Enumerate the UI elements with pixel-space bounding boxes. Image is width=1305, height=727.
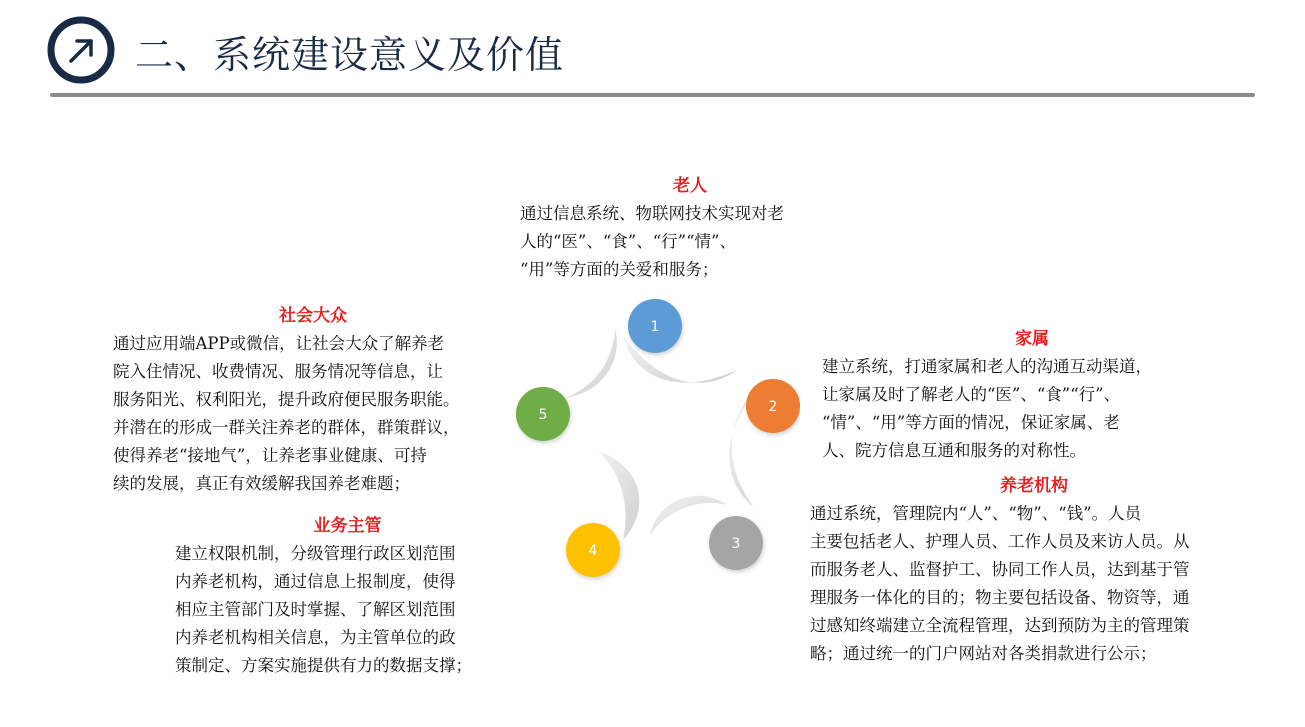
section-public-line: 续的发展，真正有效缓解我国养老难题； (113, 474, 410, 493)
cycle-diagram (505, 288, 800, 583)
section-gov-line: 建立权限机制，分级管理行政区划范围 (175, 544, 456, 563)
section-gov-heading: 业务主管 (313, 516, 382, 536)
section-public-line: 使得养老“接地气”，让养老事业健康、可持 (113, 446, 427, 465)
section-org-line: 主要包括老人、护理人员、工作人员及来访人员。从 (810, 532, 1190, 551)
section-public (113, 302, 513, 498)
section-gov-line: 策制定、方案实施提供有力的数据支撑； (175, 656, 472, 675)
section-gov-line: 相应主管部门及时掌握、了解区划范围 (175, 600, 456, 619)
cycle-arrow (565, 328, 617, 398)
section-public-line: 服务阳光、权利阳光，提升政府便民服务职能。 (113, 390, 460, 409)
section-family-heading: 家属 (1015, 329, 1049, 349)
section-gov (175, 512, 520, 680)
section-family-line: 人、院方信息互通和服务的对称性。 (822, 441, 1086, 460)
section-family (822, 325, 1242, 465)
section-org-line: 而服务老人、监督护工、协同工作人员，达到基于管 (810, 560, 1190, 579)
section-elder-line: “用”等方面的关爱和服务； (520, 260, 719, 279)
section-org-line: 略；通过统一的门户网站对各类捐款进行公示； (810, 644, 1157, 663)
section-elder-line: 通过信息系统、物联网技术实现对老 (520, 204, 784, 223)
section-elder-heading: 老人 (673, 176, 707, 196)
section-org-line: 过感知终端建立全流程管理，达到预防为主的管理策 (810, 616, 1190, 635)
section-public-line: 院入住情况、收费情况、服务情况等信息，让 (113, 362, 443, 381)
section-elder (520, 172, 860, 284)
section-org-line: 通过系统，管理院内“人”、“物”、“钱”。人员 (810, 504, 1142, 523)
section-org-heading: 养老机构 (1000, 476, 1068, 496)
section-org-line: 理服务一体化的目的；物主要包括设备、物资等，通 (810, 588, 1190, 607)
section-family-line: “情”、“用”等方面的情况，保证家属、老 (822, 413, 1120, 432)
section-org (810, 472, 1258, 668)
page-title: 二、系统建设意义及价值 (135, 33, 565, 77)
cycle-node-label: 1 (650, 319, 660, 335)
section-gov-line: 内养老机构，通过信息上报制度，使得 (175, 572, 456, 591)
section-public-line: 通过应用端APP或微信，让社会大众了解养老 (113, 334, 445, 353)
section-family-line: 让家属及时了解老人的“医”、“食”“行”、 (822, 385, 1121, 404)
cycle-node-label: 4 (588, 543, 598, 559)
section-gov-line: 内养老机构相关信息，为主管单位的政 (175, 628, 456, 647)
cycle-node-label: 3 (731, 536, 741, 552)
cycle-node-label: 5 (538, 407, 548, 423)
section-elder-line: 人的“医”、“食”、“行”“情”、 (520, 232, 736, 251)
arrow-up-right-circle-icon (46, 15, 116, 85)
section-public-line: 并潜在的形成一群关注养老的群体，群策群议， (113, 418, 460, 437)
cycle-node-label: 2 (768, 399, 778, 415)
section-public-heading: 社会大众 (279, 306, 347, 326)
title-divider (50, 93, 1255, 97)
section-family-line: 建立系统，打通家属和老人的沟通互动渠道， (822, 357, 1152, 376)
